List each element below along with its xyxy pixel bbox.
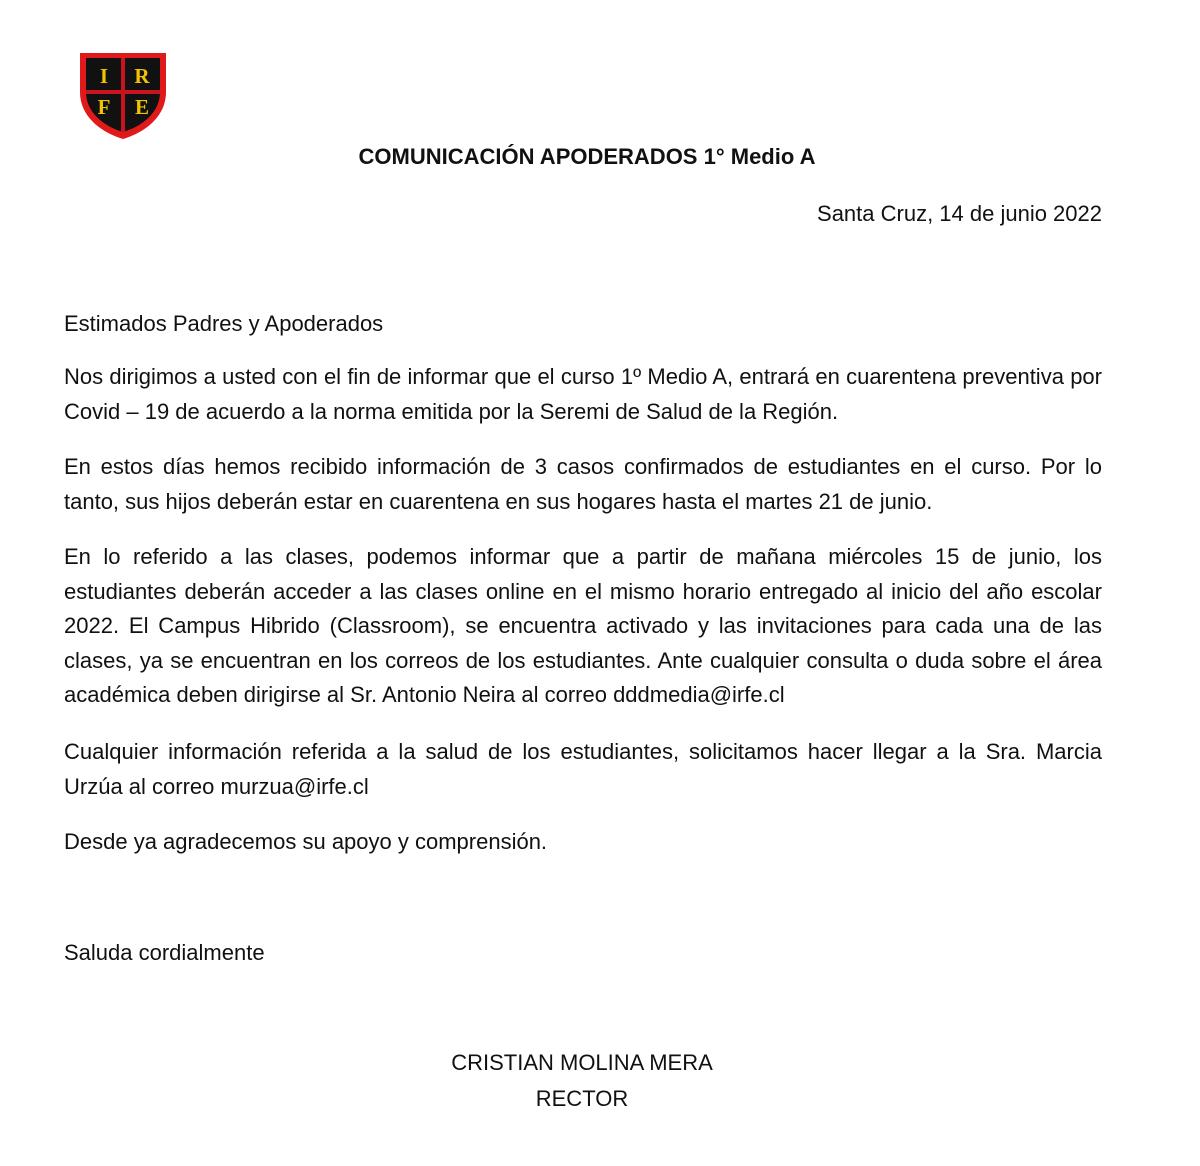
logo-letter-i: I [99, 64, 109, 88]
shield-icon [78, 50, 168, 140]
paragraph-health-contact: Cualquier información referida a la salud de los estudiantes, solicitamos hacer llegar a la Sra. Marcia Urzúa al correo murzua@irfe.cl [64, 739, 1102, 799]
document-title: COMUNICACIÓN APODERADOS 1° Medio A [358, 144, 816, 169]
signatory-role: RECTOR [535, 1086, 629, 1111]
logo-letter-r: R [134, 64, 150, 88]
school-crest-logo [78, 50, 168, 140]
document-date: Santa Cruz, 14 de junio 2022 [817, 201, 1102, 226]
paragraph-online-classes: En lo referido a las clases, podemos informar que a partir de mañana miércoles 15 de junio, los estudiantes deberán acceder a las clases online en el mismo horario entregado al inicio del año escolar 2022. El Campus Hibrido (Classroom), se encuentra activado y las invitaciones para cada una de las clases, ya se encuentran en los correos de los estudiantes. Ante cualquier consulta o duda sobre el área académica deben dirigirse al Sr. Antonio Neira al correo dddmedia@irfe.cl [64, 544, 1102, 707]
paragraph-quarantine-notice: Nos dirigimos a usted con el fin de informar que el curso 1º Medio A, entrará en cuarentena preventiva por Covid – 19 de acuerdo a la norma emitida por la Seremi de Salud de la Región. [64, 364, 1102, 424]
logo-letter-e: E [134, 95, 150, 119]
paragraph-thanks: Desde ya agradecemos su apoyo y comprensión. [64, 829, 548, 854]
greeting: Estimados Padres y Apoderados [64, 311, 384, 336]
closing-salutation: Saluda cordialmente [64, 940, 265, 965]
signature-block [0, 1045, 1164, 1117]
logo-letter-f: F [97, 95, 111, 119]
signatory-name: CRISTIAN MOLINA MERA [451, 1050, 713, 1075]
paragraph-confirmed-cases: En estos días hemos recibido información de 3 casos confirmados de estudiantes en el curso. Por lo tanto, sus hijos deberán estar en cuarentena en sus hogares hasta el martes 21 de junio. [64, 454, 1102, 514]
